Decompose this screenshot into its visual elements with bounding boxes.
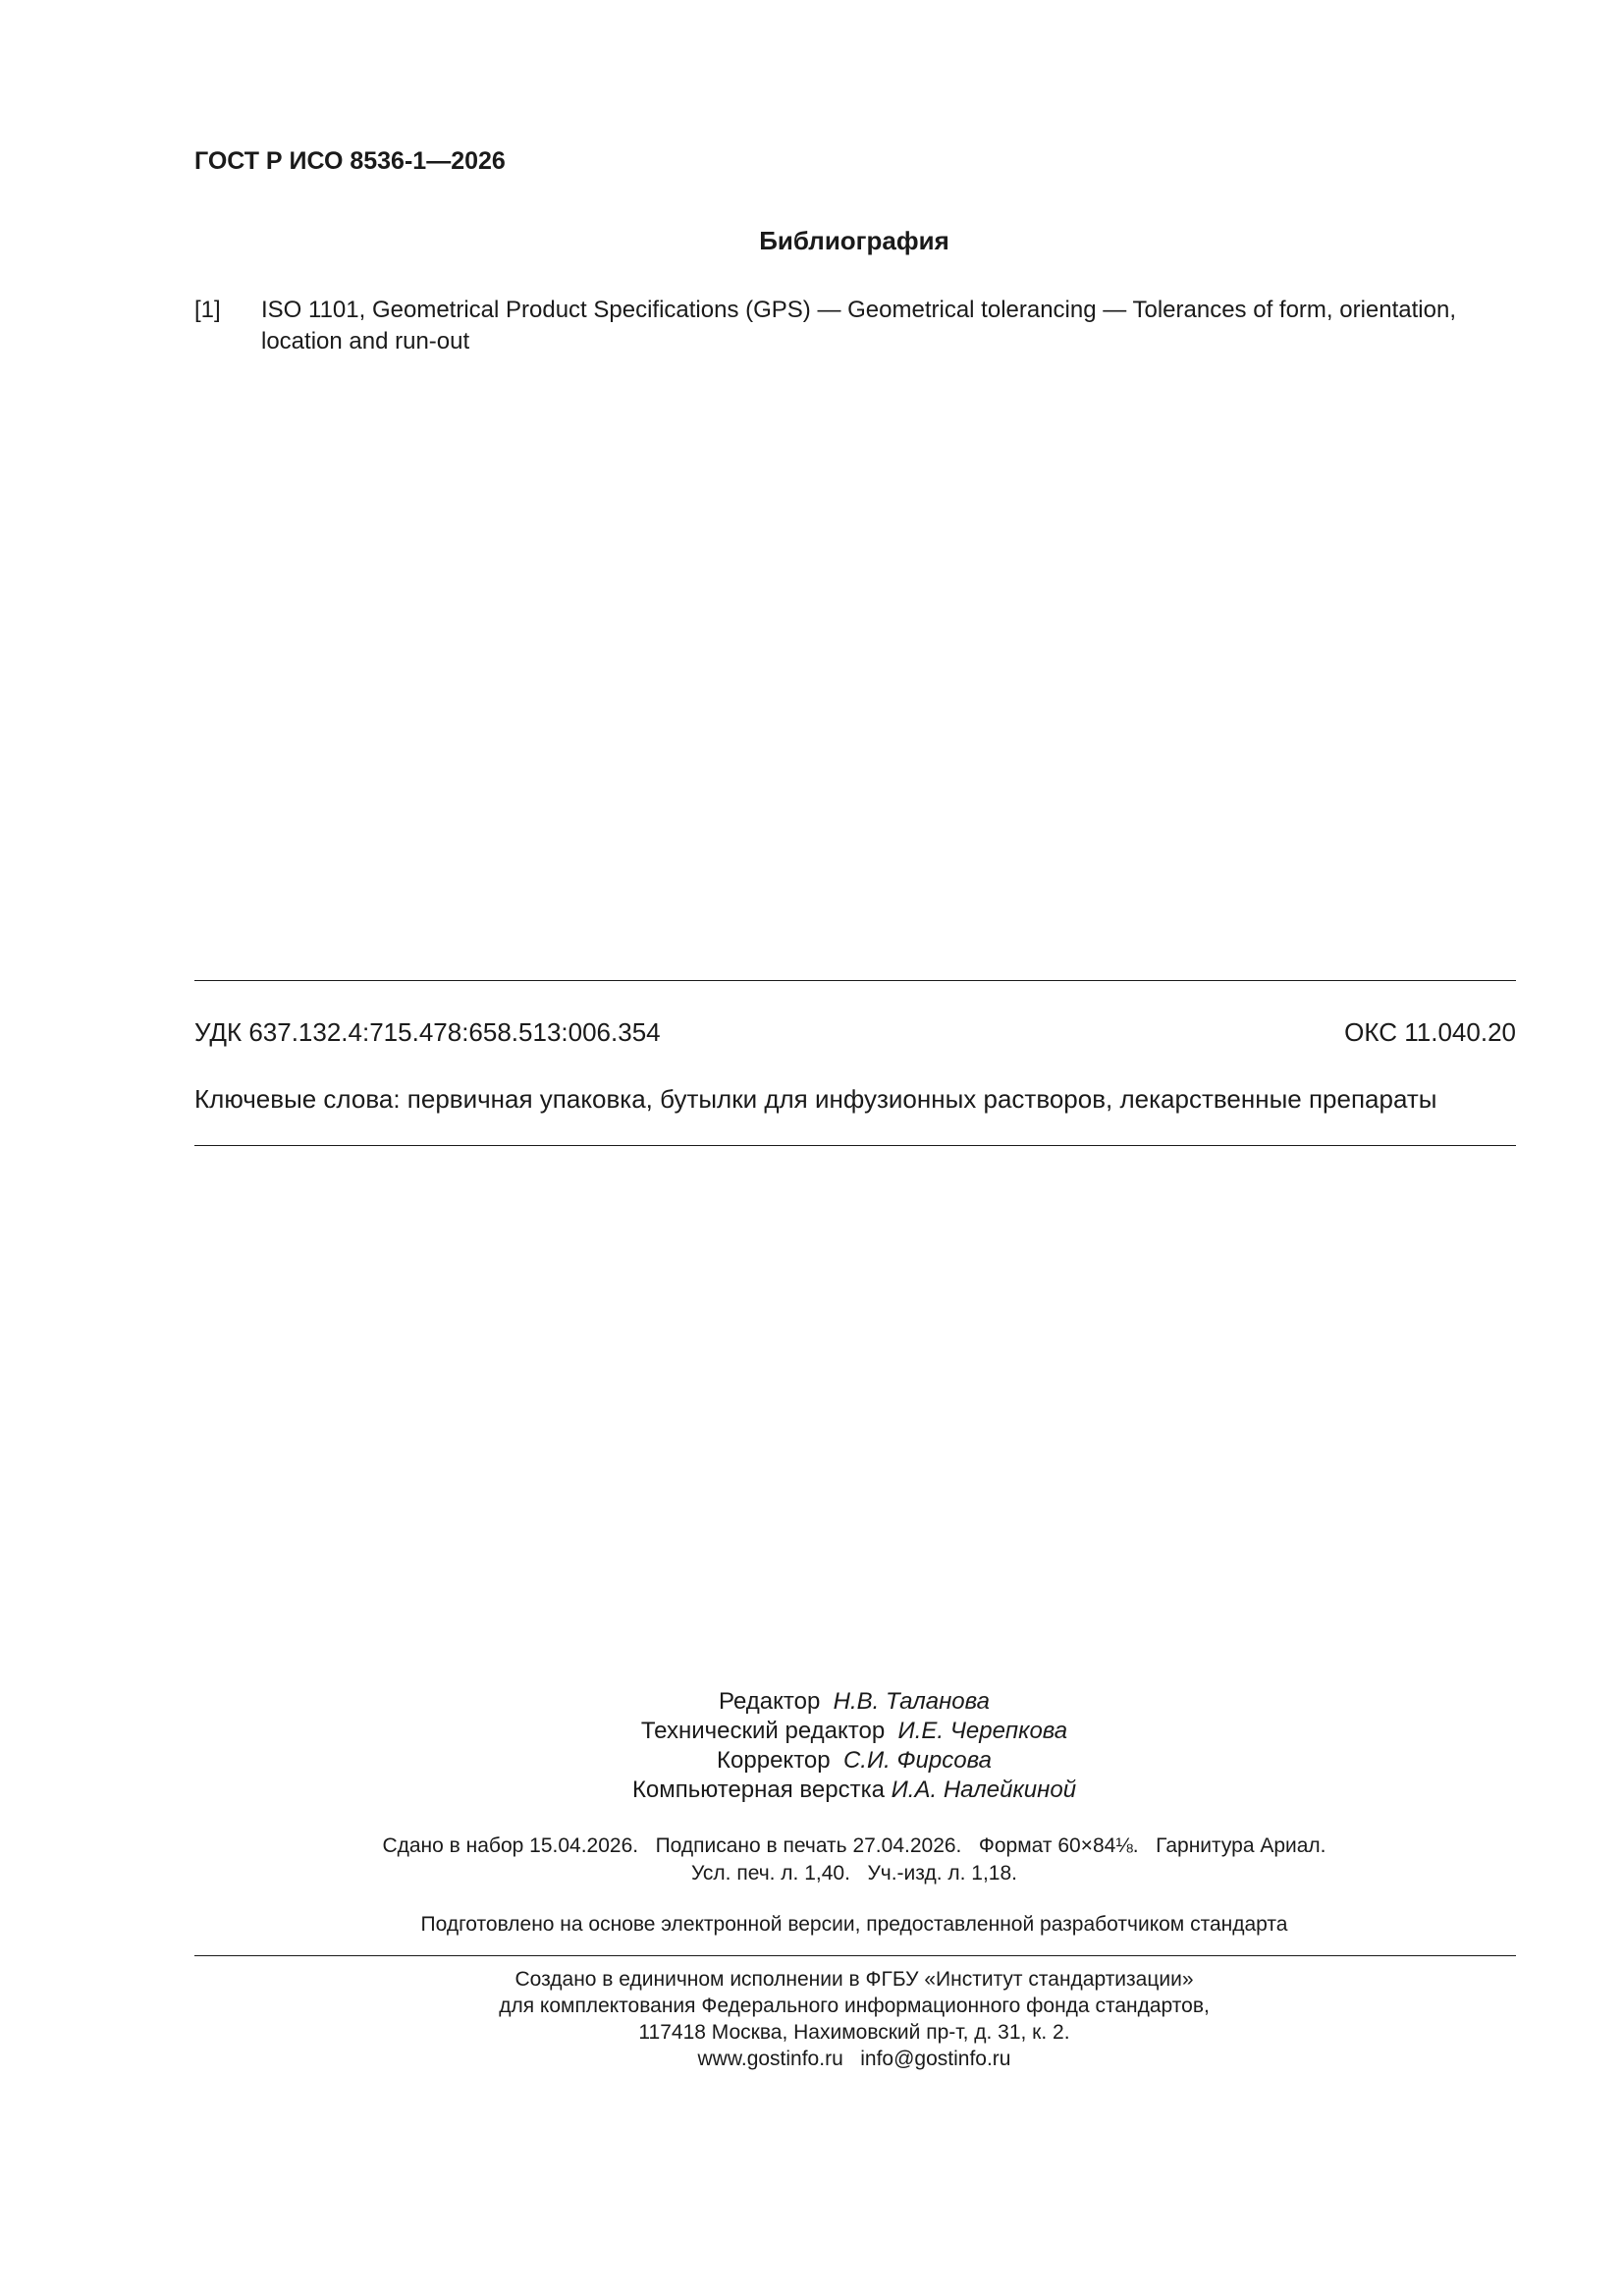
footer-info [0, 1966, 1623, 2072]
bibliography-title: Библиография [759, 226, 949, 255]
credit-tech-editor-label: Технический редактор [640, 1718, 886, 1744]
print-info-line2: Усл. печ. л. 1,40. Уч.-изд. л. 1,18. [690, 1862, 1017, 1885]
credit-layout-name: И.А. Налейкиной [891, 1777, 1077, 1803]
print-info-line1: Сдано в набор 15.04.2026. Подписано в печать 27.04.2026. Формат 60×84⅛. Гарнитура Ариал. [382, 1834, 1326, 1857]
divider-keywords [194, 1145, 1516, 1146]
footer-line1: Создано в единичном исполнении в ФГБУ «Институт стандартизации» [514, 1968, 1194, 1991]
credit-corrector [0, 1746, 1623, 1776]
document-code: ГОСТ Р ИСО 8536-1—2026 [194, 147, 506, 175]
divider-top [194, 980, 1516, 981]
credit-tech-editor-name: И.Е. Черепкова [897, 1718, 1068, 1744]
credit-corrector-name: С.И. Фирсова [842, 1747, 992, 1774]
credit-layout-label: Компьютерная верстка [631, 1777, 885, 1803]
divider-footer [194, 1955, 1516, 1956]
print-info [0, 1832, 1623, 1887]
credit-layout [0, 1776, 1623, 1805]
bibliography-item [194, 295, 1516, 357]
keywords: Ключевые слова: первичная упаковка, бутылки для инфузионных растворов, лекарственные препараты [194, 1084, 1437, 1114]
bibliography-item-number: [1] [194, 297, 221, 323]
credit-corrector-label: Корректор [717, 1747, 831, 1774]
credit-editor-label: Редактор [719, 1688, 821, 1715]
credit-editor [0, 1687, 1623, 1717]
prepared-note: Подготовлено на основе электронной версии, предоставленной разработчиком стандарта [420, 1913, 1288, 1936]
footer-line2: для комплектования Федерального информационного фонда стандартов, [499, 1995, 1210, 2017]
credit-editor-name: Н.В. Таланова [833, 1688, 990, 1715]
footer-line4: www.gostinfo.ru info@gostinfo.ru [697, 2048, 1011, 2070]
bibliography-item-text: ISO 1101, Geometrical Product Specifications (GPS) — Geometrical tolerancing — Tolerances of form, orientation, location and run-out [261, 297, 1456, 355]
classification-row [194, 1017, 1516, 1048]
credits-block [0, 1687, 1623, 1805]
credit-tech-editor [0, 1717, 1623, 1746]
footer-line3: 117418 Москва, Нахимовский пр-т, д. 31, к. 2. [638, 2021, 1070, 2044]
oks-code: ОКС 11.040.20 [1344, 1017, 1516, 1047]
udc-code: УДК 637.132.4:715.478:658.513:006.354 [194, 1017, 661, 1047]
bibliography-list [194, 295, 1516, 357]
